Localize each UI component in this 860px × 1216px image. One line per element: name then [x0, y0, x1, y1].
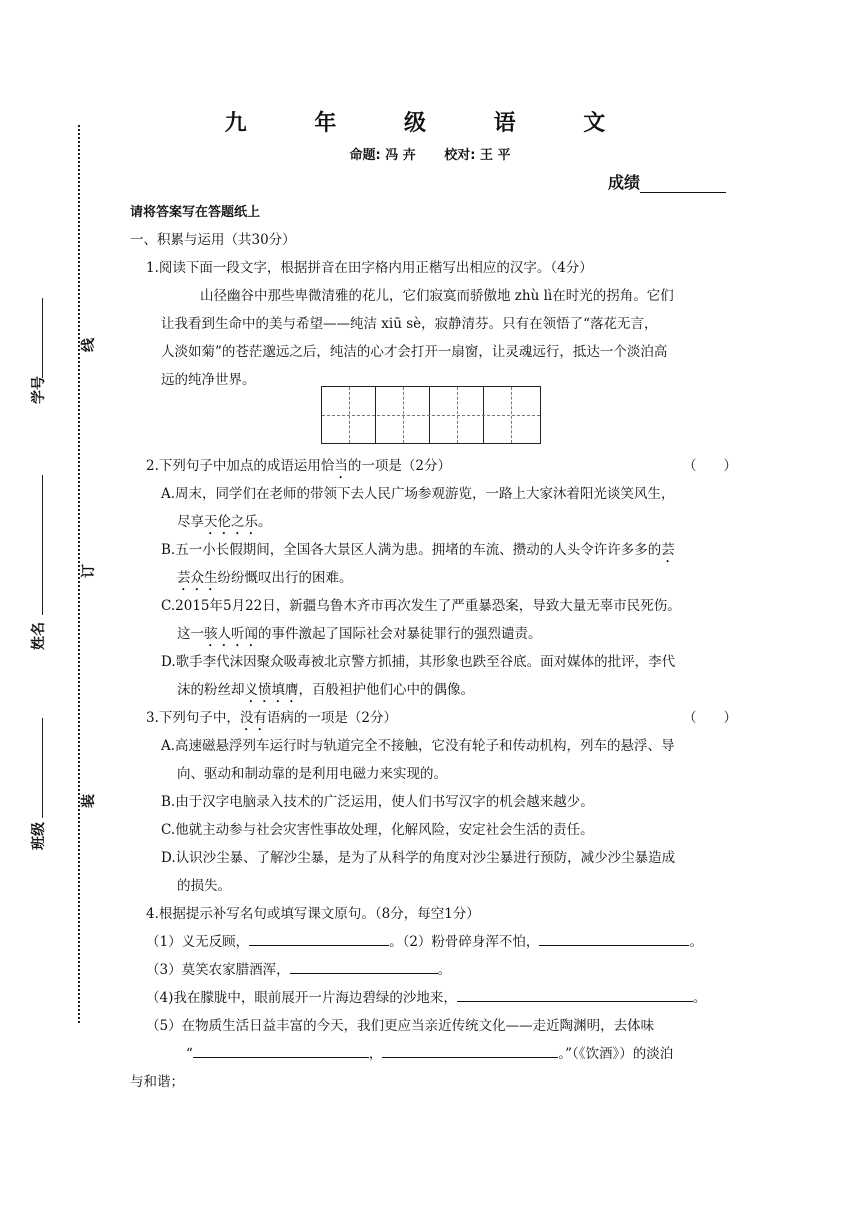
q2-option-c-line-2: 这一骇人听闻的事件激起了国际社会对暴徒罪行的强烈谴责。 [177, 626, 542, 642]
q3-option-a-line-1: A.高速磁悬浮列车运行时与轨道完全不接触，它没有轮子和传动机构，列车的悬浮、导 [161, 738, 675, 754]
q4-stem: 4.根据提示补写名句或填写课文原句。（8分，每空1分） [146, 906, 480, 922]
q1-stem: 1.阅读下面一段文字，根据拼音在田字格内用正楷写出相应的汉字。（4分） [146, 260, 593, 276]
exam-title: 九 年 级 语 文 [224, 111, 636, 136]
class-blank[interactable] [42, 718, 43, 818]
binding-mark-line: 线 [81, 338, 97, 352]
q4-item-5-line-2: “ ， 。”（《饮酒》）的淡泊 [186, 1046, 674, 1062]
binding-mark-ding: 订 [81, 564, 97, 578]
name-blank[interactable] [42, 475, 43, 615]
q3-option-c: C.他就主动参与社会灾害性事故处理，化解风险，安定社会生活的责任。 [161, 822, 594, 838]
q2-option-b-line-1: B.五一小长假期间，全国各大景区人满为患。拥堵的车流、攒动的人头令许许多多的芸 [161, 542, 675, 558]
q4-item-1-2: （1）义无反顾， 。（2）粉骨碎身浑不怕， 。 [146, 934, 703, 950]
checker-label: 校对: [444, 148, 476, 163]
score-blank[interactable] [640, 176, 726, 193]
q4-item-3: （3）莫笑农家腊酒浑， 。 [146, 962, 452, 978]
q3-option-b: B.由于汉字电脑录入技术的广泛运用，使人们书写汉字的机会越来越少。 [161, 794, 594, 810]
q1-passage-line-1: 山径幽谷中那些卑微清雅的花儿，它们寂寞而骄傲地 zhù lì在时光的拐角。它们 [200, 288, 674, 304]
setter-label: 命题: [349, 148, 381, 163]
student-id-blank[interactable] [42, 298, 43, 378]
q2-option-b-line-2: 芸众生纷纷慨叹出行的困难。 [177, 570, 353, 586]
q1-passage-line-3: 人淡如菊”的苍茫邈远之后，纯洁的心才会打开一扇窗，让灵魂远行，抵达一个淡泊高 [161, 344, 668, 360]
q2-answer-paren[interactable]: （ ） [683, 458, 737, 474]
q2-option-a-line-1: A.周末，同学们在老师的带领下去人民广场参观游览，一路上大家沐着阳光谈笑风生， [161, 486, 675, 502]
q4-blank-1[interactable] [249, 932, 389, 946]
tianzige-grid[interactable] [321, 386, 541, 444]
score-field [608, 170, 726, 193]
q4-blank-3[interactable] [290, 960, 438, 974]
class-label: 班级 [31, 822, 47, 850]
q2-option-c-line-1: C.2015年5月22日，新疆乌鲁木齐市再次发生了严重暴恐案，导致大量无辜市民死伤。 [161, 598, 681, 614]
q1-passage-line-4: 远的纯净世界。 [161, 372, 256, 388]
q3-answer-paren[interactable]: （ ） [683, 710, 737, 726]
q2-option-a-line-2: 尽享天伦之乐。 [177, 514, 272, 530]
q4-item-5-line-3: 与和谐； [130, 1074, 184, 1090]
section-heading: 一、积累与运用（共30分） [130, 232, 296, 248]
answer-sheet-note: 请将答案写在答题纸上 [130, 205, 261, 220]
q2-stem: 2.下列句子中加点的成语运用恰当的一项是（2分） [146, 458, 451, 474]
q4-blank-2[interactable] [539, 932, 689, 946]
q3-option-a-line-2: 向、驱动和制动靠的是利用电磁力来实现的。 [177, 766, 447, 782]
q3-option-d-line-1: D.认识沙尘暴、了解沙尘暴，是为了从科学的角度对沙尘暴进行预防，减少沙尘暴造成 [161, 850, 676, 866]
q4-blank-6[interactable] [382, 1044, 558, 1058]
binding-mark-zhuang: 装 [81, 794, 97, 808]
q4-blank-4[interactable] [457, 988, 693, 1002]
q2-option-d-line-1: D.歌手李代沫因聚众吸毒被北京警方抓捕，其形象也跌至谷底。面对媒体的批评，李代 [161, 654, 676, 670]
q3-option-d-line-2: 的损失。 [177, 878, 231, 894]
student-id-label: 学号 [31, 376, 47, 404]
setter-name: 冯 卉 [385, 148, 416, 163]
q4-item-4: （4)我在朦胧中，眼前展开一片海边碧绿的沙地来， 。 [146, 990, 707, 1006]
score-label: 成绩 [608, 173, 641, 192]
q2-option-d-line-2: 沫的粉丝却义愤填膺，百般袒护他们心中的偶像。 [177, 682, 474, 698]
exam-credits [0, 144, 860, 163]
q1-passage-line-2: 让我看到生命中的美与希望——纯洁 xiū sè，寂静清芬。只有在领悟了“落花无言， [161, 316, 658, 332]
q3-stem: 3.下列句子中，没有语病的一项是（2分） [146, 710, 397, 726]
name-label: 姓名 [31, 622, 47, 650]
q4-blank-5[interactable] [193, 1044, 369, 1058]
q4-item-5-line-1: （5）在物质生活日益丰富的今天，我们更应当亲近传统文化——走近陶渊明，去体味 [146, 1018, 655, 1034]
checker-name: 王 平 [480, 148, 511, 163]
